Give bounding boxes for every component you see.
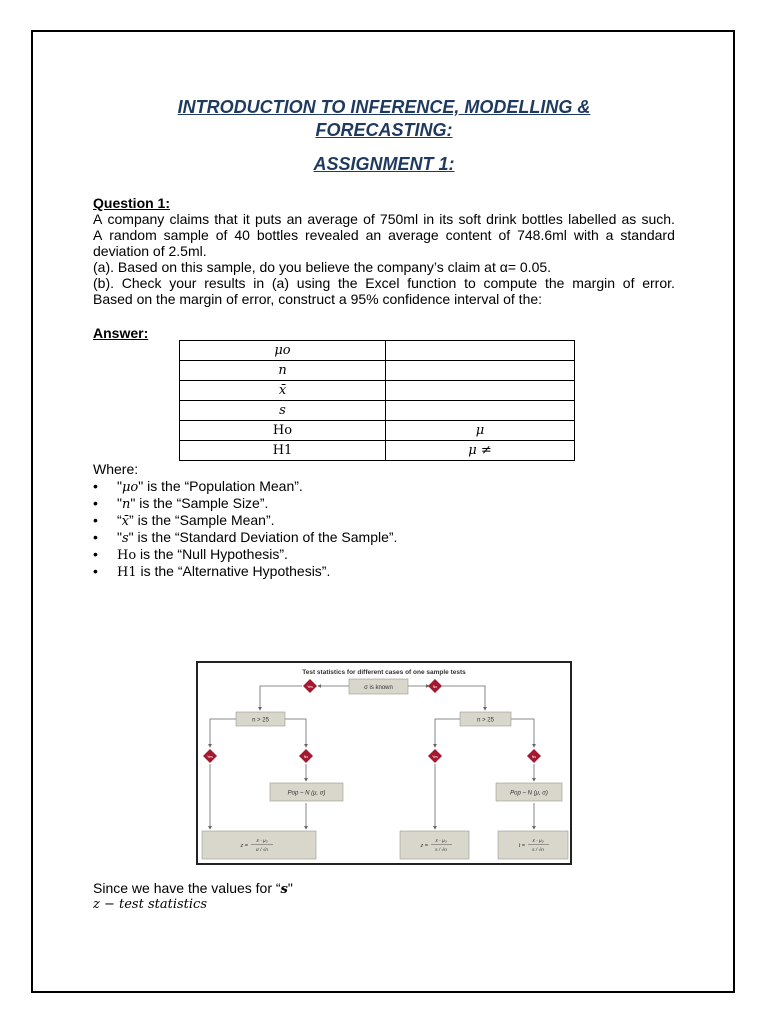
word: A bbox=[93, 211, 103, 227]
decision-no-right bbox=[527, 749, 541, 763]
word: as bbox=[621, 211, 637, 227]
bullet: • bbox=[93, 512, 98, 528]
bullet: • bbox=[93, 563, 98, 579]
math-symbol: s bbox=[121, 531, 129, 546]
table-cell-value bbox=[386, 381, 575, 401]
word: average bbox=[388, 227, 439, 243]
z-test-label: z − test statistics bbox=[93, 897, 207, 912]
flowchart-connectors bbox=[210, 686, 534, 829]
definition-text: is the “Null Hypothesis”. bbox=[136, 546, 288, 562]
decision-yes-left bbox=[203, 749, 217, 763]
word: of bbox=[498, 227, 511, 243]
word: Excel bbox=[365, 275, 400, 291]
word: error. bbox=[642, 275, 675, 291]
sigma-known-label: σ is known bbox=[364, 685, 393, 691]
table-cell-value bbox=[386, 341, 575, 361]
word: Check bbox=[121, 275, 162, 291]
question-line-4: (a). Based on this sample, do you believe the company’s claim at α= 0.05. bbox=[93, 259, 552, 275]
question-line-2 bbox=[93, 227, 675, 243]
word: the bbox=[338, 275, 358, 291]
word: that bbox=[214, 211, 238, 227]
word: average bbox=[307, 211, 358, 227]
svg-text:x̄ - μ₀: x̄ - μ₀ bbox=[532, 839, 544, 844]
table-row bbox=[180, 361, 575, 381]
svg-text:Yes: Yes bbox=[207, 755, 213, 759]
word: compute bbox=[483, 275, 538, 291]
svg-text:s / √n: s / √n bbox=[532, 848, 544, 853]
table-cell-symbol: s bbox=[180, 401, 386, 421]
table-row bbox=[180, 401, 575, 421]
word: (a) bbox=[271, 275, 290, 291]
word: of bbox=[622, 275, 635, 291]
population-label-left: Pop ~ N (μ, σ) bbox=[287, 790, 326, 797]
word: claims bbox=[169, 211, 210, 227]
list-item: • "n" is the “Sample Size”. bbox=[93, 495, 269, 512]
word: using bbox=[296, 275, 331, 291]
word: 750ml bbox=[379, 211, 419, 227]
svg-text:σ / √n: σ / √n bbox=[255, 848, 269, 853]
formula-z-sigma bbox=[202, 831, 316, 859]
word: company bbox=[107, 211, 165, 227]
word: bottles bbox=[256, 227, 299, 243]
word: results bbox=[204, 275, 246, 291]
word: an bbox=[365, 227, 382, 243]
svg-text:t =: t = bbox=[518, 843, 525, 849]
word: labelled bbox=[568, 211, 617, 227]
word: puts bbox=[254, 211, 282, 227]
table-cell-symbol: H1 bbox=[180, 441, 386, 461]
bullet: • bbox=[93, 546, 98, 562]
word: in bbox=[423, 211, 435, 227]
word: standard bbox=[620, 227, 675, 243]
svg-text:x̄ - μ₀: x̄ - μ₀ bbox=[435, 839, 447, 844]
symbol-table bbox=[179, 340, 575, 461]
word: soft bbox=[458, 211, 482, 227]
word: content bbox=[445, 227, 492, 243]
table-cell-value bbox=[386, 361, 575, 381]
bullet: • bbox=[93, 478, 98, 494]
svg-text:Yes: Yes bbox=[432, 755, 438, 759]
where-label: Where: bbox=[93, 461, 139, 477]
sample-size-label-right: n > 25 bbox=[477, 717, 494, 724]
since-text: Since we have the values for “s" bbox=[93, 880, 293, 897]
assignment-subtitle: ASSIGNMENT 1: bbox=[313, 154, 455, 174]
formula-t bbox=[498, 831, 568, 859]
answer-heading: Answer: bbox=[93, 325, 149, 341]
table-cell-value: μ bbox=[386, 421, 575, 441]
population-label-right: Pop ~ N (μ, σ) bbox=[510, 790, 548, 797]
word: to bbox=[464, 275, 476, 291]
question-line-3: deviation of 2.5ml. bbox=[93, 243, 207, 259]
math-symbol: x̄ bbox=[121, 514, 130, 529]
question-heading: Question 1: bbox=[93, 195, 171, 211]
definition-list bbox=[93, 478, 397, 580]
word: a bbox=[605, 227, 614, 243]
test-statistics-flowchart bbox=[196, 661, 572, 865]
decision-no-top bbox=[428, 679, 442, 693]
word: A bbox=[93, 227, 103, 243]
bullet: • bbox=[93, 495, 98, 511]
table-cell-symbol: μo bbox=[180, 341, 386, 361]
definition-text: is the “Sample Mean”. bbox=[133, 512, 275, 528]
math-symbol: Ho bbox=[117, 548, 137, 563]
math-symbol: μo bbox=[121, 480, 139, 495]
table-cell-value: μ ≠ bbox=[386, 441, 575, 461]
word: with bbox=[573, 227, 599, 243]
definition-text: is the “Standard Deviation of the Sample”. bbox=[133, 529, 398, 545]
question-line-5 bbox=[93, 275, 675, 291]
word: the bbox=[544, 275, 565, 291]
table-cell-symbol: x̄ bbox=[180, 381, 386, 401]
svg-text:No: No bbox=[531, 755, 537, 759]
word: sample bbox=[163, 227, 209, 243]
decision-yes-right bbox=[428, 749, 442, 763]
definition-text: is the “Sample Size”. bbox=[135, 495, 269, 511]
word: an bbox=[286, 211, 303, 227]
word: function bbox=[407, 275, 457, 291]
word: revealed bbox=[305, 227, 359, 243]
definition-text: is the “Alternative Hypothesis”. bbox=[136, 563, 331, 579]
word: random bbox=[109, 227, 157, 243]
table-cell-value bbox=[386, 401, 575, 421]
table-cell-symbol: Ho bbox=[180, 421, 386, 441]
word: (b). bbox=[93, 275, 114, 291]
list-item bbox=[93, 563, 397, 580]
svg-text:z =: z = bbox=[420, 843, 428, 849]
math-symbol: n bbox=[121, 497, 131, 512]
word: drink bbox=[486, 211, 517, 227]
decision-yes-top bbox=[303, 679, 317, 693]
svg-text:Yes: Yes bbox=[307, 685, 313, 689]
formula-z-sample bbox=[400, 831, 469, 859]
question-line-1 bbox=[93, 211, 675, 227]
word: it bbox=[242, 211, 250, 227]
table-row bbox=[180, 381, 575, 401]
math-symbol: s bbox=[280, 882, 288, 897]
word: bottles bbox=[521, 211, 563, 227]
decision-no-left bbox=[299, 749, 313, 763]
word: its bbox=[439, 211, 454, 227]
svg-text:x̄ - μ₀: x̄ - μ₀ bbox=[256, 839, 268, 844]
word: in bbox=[253, 275, 265, 291]
svg-text:s / √n: s / √n bbox=[435, 848, 447, 853]
list-item: • “x̄” is the “Sample Mean”. bbox=[93, 512, 275, 529]
list-item bbox=[93, 546, 397, 563]
word: of bbox=[215, 227, 228, 243]
table-row bbox=[180, 421, 575, 441]
definition-text: is the “Population Mean”. bbox=[143, 478, 303, 494]
list-item: • "μo" is the “Population Mean”. bbox=[93, 478, 303, 495]
title-line-1: INTRODUCTION TO INFERENCE, MODELLING & bbox=[177, 97, 591, 117]
svg-text:No: No bbox=[432, 685, 438, 689]
bullet: • bbox=[93, 529, 98, 545]
table-row bbox=[180, 341, 575, 361]
table-row bbox=[180, 441, 575, 461]
sample-size-label-left: n > 25 bbox=[252, 717, 269, 724]
svg-text:z =: z = bbox=[240, 843, 248, 849]
word: your bbox=[169, 275, 197, 291]
title-line-2: FORECASTING: bbox=[315, 120, 453, 140]
list-item: • "s" is the “Standard Deviation of the Sample”. bbox=[93, 529, 398, 546]
flowchart-title: Test statistics for different cases of one sample tests bbox=[302, 669, 466, 676]
word: 40 bbox=[234, 227, 250, 243]
word: margin bbox=[572, 275, 616, 291]
flowchart-svg bbox=[198, 663, 570, 863]
math-symbol: H1 bbox=[117, 565, 137, 580]
word: of bbox=[363, 211, 375, 227]
question-line-6: Based on the margin of error, construct a 95% confidence interval of the: bbox=[93, 291, 543, 307]
svg-text:No: No bbox=[303, 755, 309, 759]
word: such. bbox=[641, 211, 675, 227]
word: 748.6ml bbox=[517, 227, 567, 243]
table-cell-symbol: n bbox=[180, 361, 386, 381]
